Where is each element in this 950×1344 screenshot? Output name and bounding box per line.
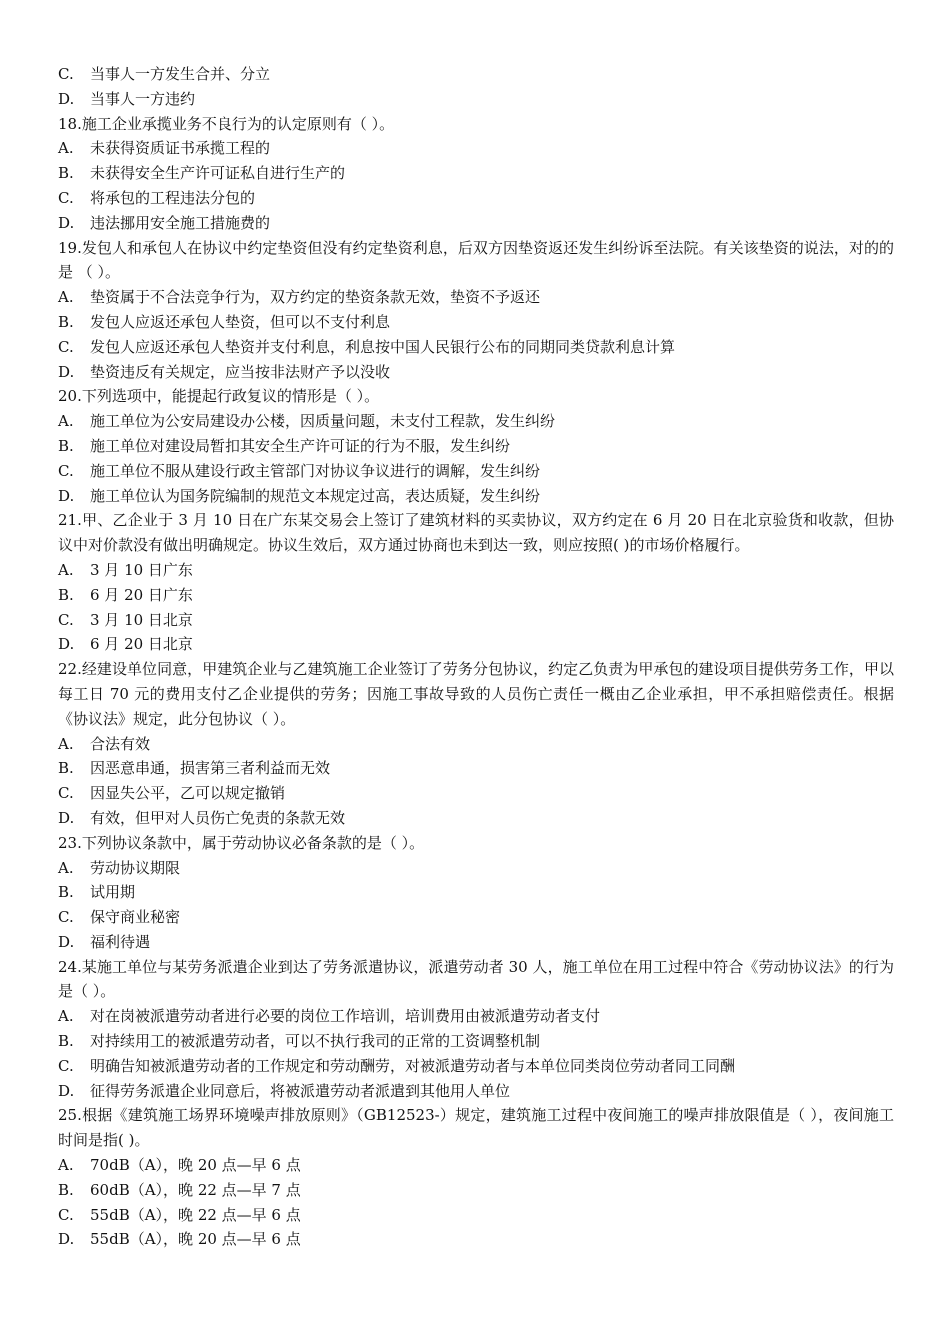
option-letter: B. <box>58 436 74 455</box>
option-letter: A. <box>58 1156 74 1175</box>
option-text: 将承包的工程违法分包的 <box>90 188 256 207</box>
option-letter: B. <box>58 1180 74 1199</box>
answer-option <box>58 880 894 905</box>
option-text: 6 月 20 日北京 <box>90 635 193 654</box>
option-letter: B. <box>58 759 74 778</box>
option-text: 保守商业秘密 <box>90 908 181 927</box>
question-stem: 24.某施工单位与某劳务派遣企业到达了劳务派遣协议，派遣劳动者 30 人，施工单位在用工过程中符合《劳动协议法》的行为是（ ）。 <box>58 957 894 1001</box>
option-text: 当事人一方违约 <box>90 89 196 108</box>
answer-option <box>58 87 894 112</box>
option-text: 3 月 10 日北京 <box>90 610 193 629</box>
option-text: 未获得资质证书承揽工程的 <box>90 139 271 158</box>
option-text: 55dB（A），晚 22 点—早 6 点 <box>90 1205 301 1224</box>
answer-option <box>58 781 894 806</box>
option-text: 因恶意串通，损害第三者利益而无效 <box>90 759 331 778</box>
option-letter: A. <box>58 858 74 877</box>
option-text: 发包人应返还承包人垫资并支付利息，利息按中国人民银行公布的同期同类贷款利息计算 <box>90 337 676 356</box>
answer-option <box>58 608 894 633</box>
option-letter: B. <box>58 1032 74 1051</box>
option-text: 6 月 20 日广东 <box>90 585 193 604</box>
option-text: 70dB（A），晚 20 点—早 6 点 <box>90 1156 301 1175</box>
answer-option <box>58 459 894 484</box>
answer-option <box>58 186 894 211</box>
answer-option <box>58 806 894 831</box>
question-stem: 20.下列选项中，能提起行政复议的情形是（ ）。 <box>58 387 380 406</box>
option-letter: C. <box>58 1205 74 1224</box>
option-letter: D. <box>58 1230 75 1249</box>
answer-option <box>58 732 894 757</box>
question-stem: 23.下列协议条款中，属于劳动协议必备条款的是（ ）。 <box>58 833 425 852</box>
option-text: 对持续用工的被派遣劳动者，可以不执行我司的正常的工资调整机制 <box>90 1032 541 1051</box>
option-letter: C. <box>58 461 74 480</box>
answer-option <box>58 360 894 385</box>
option-letter: A. <box>58 139 74 158</box>
answer-option <box>58 1178 894 1203</box>
option-letter: D. <box>58 635 75 654</box>
answer-option <box>58 632 894 657</box>
answer-option <box>58 1004 894 1029</box>
option-text: 55dB（A），晚 20 点—早 6 点 <box>90 1230 301 1249</box>
option-letter: C. <box>58 65 74 83</box>
option-text: 试用期 <box>90 883 136 902</box>
option-letter: A. <box>58 412 74 431</box>
answer-option <box>58 583 894 608</box>
answer-option <box>58 1227 894 1252</box>
option-text: 劳动协议期限 <box>90 858 181 877</box>
option-text: 违法挪用安全施工措施费的 <box>90 213 271 232</box>
option-letter: D. <box>58 486 75 505</box>
option-text: 因显失公平，乙可以规定撤销 <box>90 784 286 803</box>
option-letter: B. <box>58 585 74 604</box>
answer-option <box>58 856 894 881</box>
option-text: 60dB（A），晚 22 点—早 7 点 <box>90 1180 301 1199</box>
option-text: 福利待遇 <box>90 932 151 951</box>
exam-document <box>58 62 894 1252</box>
question-stem: 25.根据《建筑施工场界环境噪声排放原则》（GB12523-）规定，建筑施工过程中夜间施工的噪声排放限值是（ ），夜间施工时间是指( )。 <box>58 1106 894 1150</box>
option-text: 施工单位对建设局暂扣其安全生产许可证的行为不服，发生纠纷 <box>90 436 511 455</box>
answer-option <box>58 1079 894 1104</box>
question-stem: 22.经建设单位同意，甲建筑企业与乙建筑施工企业签订了劳务分包协议，约定乙负责为甲承包的建设项目提供劳务工作，甲以每工日 70 元的费用支付乙企业提供的劳务；因施工事故导致的人员伤亡责任一概由乙企业承担，甲不承担赔偿责任。根据《协议法》规定，此分包协议（ ）。 <box>58 660 894 728</box>
option-text: 施工单位认为国务院编制的规范文本规定过高，表达质疑，发生纠纷 <box>90 486 541 505</box>
answer-option <box>58 484 894 509</box>
option-letter: A. <box>58 734 74 753</box>
option-letter: D. <box>58 932 75 951</box>
answer-option <box>58 161 894 186</box>
answer-option <box>58 62 894 87</box>
option-text: 征得劳务派遣企业同意后，将被派遣劳动者派遣到其他用人单位 <box>90 1081 511 1100</box>
answer-option <box>58 1054 894 1079</box>
answer-option <box>58 930 894 955</box>
answer-option <box>58 756 894 781</box>
option-letter: C. <box>58 908 74 927</box>
option-letter: A. <box>58 560 74 579</box>
option-letter: C. <box>58 610 74 629</box>
option-letter: D. <box>58 808 75 827</box>
option-letter: B. <box>58 164 74 183</box>
answer-option <box>58 310 894 335</box>
answer-option <box>58 905 894 930</box>
option-letter: C. <box>58 188 74 207</box>
option-letter: C. <box>58 337 74 356</box>
option-text: 发包人应返还承包人垫资，但可以不支付利息 <box>90 312 391 331</box>
answer-option <box>58 434 894 459</box>
option-letter: D. <box>58 213 75 232</box>
answer-option <box>58 1029 894 1054</box>
question-stem: 19.发包人和承包人在协议中约定垫资但没有约定垫资利息，后双方因垫资返还发生纠纷诉至法院。有关该垫资的说法，对的的是 （ ）。 <box>58 238 894 282</box>
answer-option <box>58 1153 894 1178</box>
answer-option <box>58 211 894 236</box>
answer-option <box>58 1203 894 1228</box>
option-letter: B. <box>58 312 74 331</box>
answer-option <box>58 136 894 161</box>
option-letter: D. <box>58 89 75 108</box>
option-text: 明确告知被派遣劳动者的工作规定和劳动酬劳，对被派遣劳动者与本单位同类岗位劳动者同工同酬 <box>90 1056 736 1075</box>
option-letter: A. <box>58 288 74 307</box>
question-stem: 18.施工企业承揽业务不良行为的认定原则有（ ）。 <box>58 114 395 133</box>
option-letter: C. <box>58 784 74 803</box>
question-stem: 21.甲、乙企业于 3 月 10 日在广东某交易会上签订了建筑材料的买卖协议，双方约定在 6 月 20 日在北京验货和收款，但协议中对价款没有做出明确规定。协议生效后，双方通过协商也未到达一致，则应按照( )的市场价格履行。 <box>58 511 894 555</box>
answer-option <box>58 335 894 360</box>
answer-option <box>58 409 894 434</box>
option-text: 合法有效 <box>90 734 151 753</box>
option-text: 当事人一方发生合并、分立 <box>90 65 271 83</box>
option-text: 施工单位不服从建设行政主管部门对协议争议进行的调解，发生纠纷 <box>90 461 541 480</box>
option-letter: C. <box>58 1056 74 1075</box>
answer-option <box>58 285 894 310</box>
option-text: 施工单位为公安局建设办公楼，因质量问题，未支付工程款，发生纠纷 <box>90 412 556 431</box>
option-text: 有效，但甲对人员伤亡免责的条款无效 <box>90 808 346 827</box>
option-letter: D. <box>58 1081 75 1100</box>
option-text: 未获得安全生产许可证私自进行生产的 <box>90 164 346 183</box>
option-text: 3 月 10 日广东 <box>90 560 193 579</box>
option-letter: B. <box>58 883 74 902</box>
answer-option <box>58 558 894 583</box>
option-text: 垫资属于不合法竞争行为，双方约定的垫资条款无效，垫资不予返还 <box>90 288 541 307</box>
option-letter: A. <box>58 1007 74 1026</box>
option-text: 垫资违反有关规定，应当按非法财产予以没收 <box>90 362 391 381</box>
option-letter: D. <box>58 362 75 381</box>
option-text: 对在岗被派遣劳动者进行必要的岗位工作培训，培训费用由被派遣劳动者支付 <box>90 1007 601 1026</box>
